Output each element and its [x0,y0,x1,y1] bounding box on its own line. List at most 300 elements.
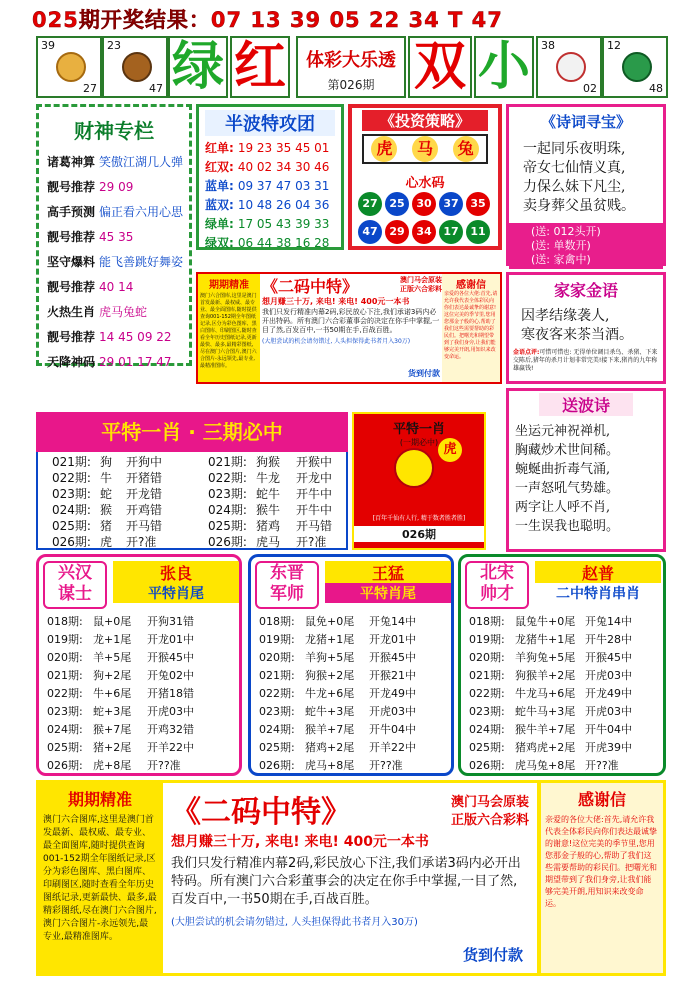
big-note: (大胆尝试的机会请勿错过, 人头担保得此书者月入30万) [171,917,418,928]
history-pick: 鼠兔牛+0尾 [515,615,576,628]
caishen-label: 高手预测 [47,205,96,219]
caishen-row [47,175,189,200]
jiajia-line: 因孝结缘袭人, [521,308,610,324]
banbo-row [205,215,341,234]
caishen-value: 偏正看六用心思 [99,205,184,219]
column-tag-line1: 北宋 [480,563,514,583]
songbo-line: 一生误我也聪明。 [515,519,620,534]
history-issue: 026期: [47,759,83,772]
shici-line: 力保么妹下凡尘, [523,179,626,195]
big-center [163,783,537,973]
column-tag-line1: 兴汉 [58,563,92,583]
history-row [259,757,449,775]
results-header [0,0,700,36]
songbo-line: 蜿蜒曲折毒气涌, [515,462,611,477]
banbo-value: 06 44 38 16 28 [237,236,330,250]
center-title: 平特一肖 [392,422,445,437]
banbo-row [205,158,341,177]
caishen-value: 虎马兔蛇 [99,305,148,319]
caishen-value: 29 09 [99,180,134,194]
big-left-box [39,783,161,973]
small-left-box [198,274,260,382]
history-issue: 022期: [47,687,83,700]
banbo-row [205,196,341,215]
history-issue: 018期: [469,615,505,628]
center-zodiac: 虎 [438,438,462,462]
history-result: 开狗中 [126,455,163,469]
caishen-panel [36,104,192,369]
number-ball: 17 [439,220,463,244]
history-result: 开猴45中 [585,651,632,664]
history-issue: 019期: [469,633,505,646]
caishen-label: 天降神码 [47,355,96,369]
history-result: 开龙49中 [369,687,416,700]
history-pick: 蛇牛+3尾 [305,705,355,718]
jiajia-note-label: 金语点评: [513,349,540,356]
history-issue: 024期: [52,503,91,517]
caishen-row [47,250,189,275]
history-issue: 025期: [259,741,295,754]
history-issue: 019期: [259,633,295,646]
big-left-title: 期期精准 [67,790,132,809]
history-row [469,703,659,721]
snake-icon [622,52,652,82]
caishen-label: 坚守爆料 [47,255,96,269]
history-issue: 024期: [47,723,83,736]
history-row [47,649,237,667]
column-name: 张良 [113,561,239,584]
history-row [469,613,659,631]
column-tag [43,561,107,609]
lottery-name: 体彩大乐透 [306,50,396,71]
pingte-right [208,454,332,550]
history-row [47,721,237,739]
history-pick: 猴牛羊+7尾 [515,723,576,736]
number-ball: 34 [412,220,436,244]
history-issue: 023期: [208,487,247,501]
history-pick: 狗 [100,455,113,469]
big-char-3: 双 [408,36,472,98]
shici-note: (送: 家禽中) [531,253,591,266]
history-pick: 虎马兔+8尾 [515,759,576,772]
column-panel [36,554,242,776]
caishen-value: 笑傲江湖几人弹 [99,155,184,169]
shici-line: 一起同乐夜明珠, [523,141,626,157]
banbo-row [205,139,341,158]
big-thanks-text: 亲爱的各位大佬:首先,请允许我代表全体彩民向你们表达最诚挚的谢意!这位完美的季节里,您用您那金子般的心,帮助了我们这些需要帮助的彩民们。把曙光和期望带到了我们身旁,让我们能够完美开朗,用知识来改变命运。 [545,815,657,908]
history-result: 开猪18错 [147,687,194,700]
column-rows [47,613,237,775]
history-pick: 虎+8尾 [93,759,132,772]
banbo-value: 09 37 47 03 31 [237,179,330,193]
history-result: 开龙01中 [369,633,416,646]
history-pick: 猪+2尾 [93,741,132,754]
card-number: 02 [583,82,597,95]
history-result: 开兔14中 [369,615,416,628]
banbo-label: 绿单: [205,217,234,231]
history-pick: 羊狗+5尾 [305,651,355,664]
history-result: 开猴45中 [147,651,194,664]
history-result: 开?准 [296,535,327,549]
pingte-banner [36,412,348,452]
jiajia-note-box [509,345,663,373]
tiger-icon [56,52,86,82]
history-result: 开鸡错 [126,503,163,517]
column-tag [255,561,319,609]
history-result: 开虎39中 [585,741,632,754]
history-row [47,667,237,685]
history-result: 开??准 [585,759,619,772]
history-pick: 猪鸡+2尾 [305,741,355,754]
small-left-title: 期期精准 [209,280,249,291]
history-row [469,757,659,775]
history-pick: 蛇牛马+3尾 [515,705,576,718]
history-issue: 022期: [208,471,247,485]
card-number: 27 [83,82,97,95]
history-pick: 猴 [100,503,113,517]
history-issue: 023期: [47,705,83,718]
card-number: 48 [649,82,663,95]
number-ball: 35 [466,192,490,216]
history-result: 开猴中 [296,455,333,469]
caishen-row [47,150,189,175]
history-result: 开龙中 [296,471,333,485]
history-pick: 鼠+0尾 [93,615,132,628]
zodiac-card-2 [102,36,168,98]
history-pick: 牛龙+6尾 [305,687,355,700]
history-result: 开?准 [126,535,157,549]
history-issue: 021期: [208,455,247,469]
history-issue: 022期: [469,687,505,700]
number-ball: 47 [358,220,382,244]
number-ball: 11 [466,220,490,244]
history-issue: 020期: [47,651,83,664]
column-rows [259,613,449,775]
banbo-value: 19 23 35 45 01 [237,141,330,155]
history-issue: 022期: [259,687,295,700]
zodiac-chip: 马 [412,136,438,162]
small-slogan: 想月赚三十万, 来电! 来电! 400元一本书 [262,297,410,306]
history-result: 开兔02中 [147,669,194,682]
history-pick: 羊+5尾 [93,651,132,664]
history-row [469,649,659,667]
history-issue: 022期: [52,471,91,485]
column-tag-line1: 东晋 [270,563,304,583]
history-pick: 猪鸡虎+2尾 [515,741,576,754]
history-pick: 羊狗兔+5尾 [515,651,576,664]
history-row [259,613,449,631]
column-name: 王猛 [325,561,451,584]
history-row [259,667,449,685]
shici-title: 《诗词寻宝》 [540,113,631,131]
history-pick: 龙+1尾 [93,633,132,646]
history-result: 开羊22中 [147,741,194,754]
history-row [52,518,162,534]
history-row [208,518,332,534]
big-char-1: 绿 [168,36,228,98]
history-row [208,454,332,470]
caishen-rows [39,144,189,375]
monkey-icon [122,52,152,82]
history-row [259,703,449,721]
lottery-box [296,36,406,98]
zodiac-card-1 [36,36,102,98]
jiajia-panel [506,272,666,384]
caishen-value: 29 01 17 47 [99,355,172,369]
banbo-rows [199,139,341,253]
history-issue: 024期: [208,503,247,517]
shici-note: (送: 单数开) [531,239,591,252]
history-row [469,631,659,649]
history-issue: 021期: [52,455,91,469]
card-number: 38 [541,39,555,52]
card-number: 47 [149,82,163,95]
history-result: 开龙49中 [585,687,632,700]
history-row [52,454,162,470]
small-body: 我们只发行精准内幕2码,彩民放心下注,我们承诺3码内必开出特码。所有澳门六合彩董事会的决定在你手中掌握,一目了然,百发百中,一书50期在手,百战百胜。 [262,308,440,334]
history-pick: 牛+6尾 [93,687,132,700]
history-pick: 猴羊+7尾 [305,723,355,736]
pingte-title: 平特一肖 · 三期必中 [101,420,283,444]
small-thanks-title: 感谢信 [456,280,486,291]
number-ball: 25 [385,192,409,216]
history-result: 开龙错 [126,487,163,501]
songbo-lines [509,418,663,536]
small-thanks-text: 亲爱的各位大佬:首先,请允许我代表全体彩民向你们表达最诚挚的谢意!这位完美的季节里,您用您那金子般的心,帮助了我们这些需要帮助的彩民们。把曙光和期望带到了我们身旁,让我们能够完美开朗,用知识来改变命运。 [444,291,498,360]
jiajia-lines [509,301,663,345]
history-result: 开虎03中 [147,705,194,718]
big-side1: 澳门马会原装 [450,795,529,810]
caishen-title: 财神专栏 [74,119,154,143]
touzi-subtitle: 心水码 [405,176,445,191]
history-result: 开兔14中 [585,615,632,628]
history-pick: 猴牛 [256,503,281,517]
center-caption: [百年千仙有人行, 精于数者胜者胜] [372,515,466,522]
history-row [52,470,162,486]
big-em-title: 《二码中特》 [171,795,351,830]
history-row [208,534,332,550]
history-issue: 026期: [208,535,247,549]
songbo-line: 一声怒吼气势雄。 [515,481,620,496]
history-row [47,685,237,703]
history-issue: 026期: [259,759,295,772]
caishen-row [47,200,189,225]
small-em-title: 《二码中特》 [262,277,359,296]
history-pick: 牛 [100,471,113,485]
card-number: 39 [41,39,55,52]
history-pick: 猪 [100,519,113,533]
big-char-2: 红 [230,36,290,98]
songbo-title: 送波诗 [539,393,633,416]
big-thanks-title: 感谢信 [577,790,626,809]
pingte-table [36,452,348,550]
history-result: 开狗31错 [147,615,194,628]
touzi-zodiacs [362,134,488,164]
small-center [262,274,442,382]
history-row [208,470,332,486]
history-result: 开羊22中 [369,741,416,754]
column-tag [465,561,529,609]
history-result: 开猴45中 [369,651,416,664]
column-panel [458,554,666,776]
banbo-label: 蓝单: [205,179,234,193]
banbo-label: 红单: [205,141,234,155]
history-issue: 025期: [469,741,505,754]
history-pick: 猴+7尾 [93,723,132,736]
history-row [259,685,449,703]
caishen-row [47,275,189,300]
history-row [47,739,237,757]
history-pick: 龙猪牛+1尾 [515,633,576,646]
small-left-text: 澳门六合图库,这里是澳门首发最新、最权威、最专业、最全面图库,随时提供查询001-152期全年图纸记录,区分为彩色图库、黑白图库、印刷图区,随时查看全年历史图纸记录,更新最快、最多,最精彩图纸,尽在澳门六合图片,澳门六合图片-永远领先,最专业,最精准图库。 [200,293,257,369]
history-issue: 025期: [208,519,247,533]
history-result: 开猴21中 [369,669,416,682]
big-pay: 货到付款 [462,946,523,964]
history-result: 开虎03中 [585,705,632,718]
column-rows [469,613,659,775]
history-row [259,739,449,757]
number-ball: 29 [385,220,409,244]
big-body: 我们只发行精准内幕2码,彩民放心下注,我们承诺3码内必开出特码。所有澳门六合彩董事会的决定在你手中掌握,一目了然,百发百中,一书50期在手,百战百胜。 [171,856,521,907]
history-result: 开龙01中 [147,633,194,646]
face-icon [394,448,434,488]
banbo-label: 蓝双: [205,198,234,212]
history-result: 开猪错 [126,471,163,485]
history-issue: 021期: [47,669,83,682]
history-result: 开牛28中 [585,633,632,646]
history-issue: 018期: [47,615,83,628]
history-row [259,649,449,667]
column-type: 平特肖尾 [113,583,239,603]
small-note: (大胆尝试的机会请勿错过, 人头担保得此书者月入30万) [262,338,411,345]
history-result: 开虎03中 [585,669,632,682]
number-ball: 37 [439,192,463,216]
big-side2: 正版六合彩料 [450,813,529,828]
history-pick: 蛇 [100,487,113,501]
caishen-label: 火热生肖 [47,305,96,319]
history-pick: 牛龙 [256,471,281,485]
caishen-label: 靓号推荐 [47,230,96,244]
caishen-label: 靓号推荐 [47,280,96,294]
banbo-value: 10 48 26 04 36 [237,198,330,212]
songbo-line: 胸藏炒术世间稀。 [515,443,620,458]
number-ball: 30 [412,192,436,216]
history-pick: 虎马 [256,535,281,549]
caishen-value: 40 14 [99,280,134,294]
history-row [259,721,449,739]
center-sub: (一期必中) [399,438,439,447]
history-issue: 021期: [259,669,295,682]
history-issue: 023期: [52,487,91,501]
touzi-panel [348,104,502,250]
caishen-row [47,325,189,350]
history-issue: 019期: [47,633,83,646]
zodiac-card-3 [536,36,602,98]
songbo-line: 坐运元神祝禅机, [515,424,611,439]
history-issue: 026期: [469,759,505,772]
history-result: 开马错 [296,519,333,533]
column-name: 赵普 [535,561,661,584]
history-row [52,534,162,550]
history-row [259,631,449,649]
history-pick: 狗猴 [256,455,281,469]
history-result: 开牛04中 [369,723,416,736]
songbo-line: 两字让人呼不肖, [515,500,611,515]
banbo-panel [196,104,344,250]
center-issue: 026期 [354,526,484,542]
history-issue: 023期: [469,705,505,718]
banbo-title: 半波特攻团 [205,110,335,136]
history-result: 开牛04中 [585,723,632,736]
big-thanks [541,783,663,973]
big-slogan: 想月赚三十万, 来电! 来电! 400元一本书 [171,834,429,850]
history-pick: 虎马+8尾 [305,759,355,772]
history-row [208,486,332,502]
history-issue: 026期: [52,535,91,549]
caishen-value: 45 35 [99,230,134,244]
history-issue: 024期: [469,723,505,736]
history-result: 开虎03中 [369,705,416,718]
caishen-label: 靓号推荐 [47,330,96,344]
zodiac-chip: 虎 [371,136,397,162]
history-row [47,631,237,649]
column-type: 平特肖尾 [325,583,451,603]
history-row [52,502,162,518]
big-left-text: 澳门六合图库,这里是澳门首发最新、最权威、最专业、最全面图库,随时提供查询001-152期全年图纸记录,区分为彩色图库、黑白图库、印刷图区,随时查看全年历史图纸记录,更新最快、最多,最精彩图纸,尽在澳门六合图片,澳门六合图片-永远领先,最专业,最精准图库。 [43,815,157,942]
caishen-row [47,225,189,250]
history-row [47,703,237,721]
history-pick: 鼠免+0尾 [305,615,355,628]
card-number: 12 [607,39,621,52]
history-result: 开牛中 [296,503,333,517]
number-ball: 27 [358,192,382,216]
history-result: 开??准 [369,759,403,772]
zodiac-card-4 [602,36,668,98]
history-row [469,721,659,739]
history-row [47,757,237,775]
history-row [469,739,659,757]
jiajia-line: 寒夜客来茶当酒。 [521,327,633,343]
songbo-panel [506,388,666,552]
zodiac-chip: 兔 [453,136,479,162]
card-number: 23 [107,39,121,52]
history-pick: 龙猪+1尾 [305,633,355,646]
results-title: 025期开奖结果：07 13 39 05 22 34 T 47 [32,8,503,32]
column-tag-line2: 帅才 [480,584,514,604]
shici-line: 卖身葬父虽贫贱。 [523,198,635,214]
pingte-left [52,454,162,550]
history-pick: 蛇+3尾 [93,705,132,718]
caishen-label: 靓号推荐 [47,180,96,194]
column-type: 二中特肖串肖 [535,583,661,603]
touzi-title: 《投资策略》 [362,110,488,131]
history-issue: 024期: [259,723,295,736]
shici-note: (送: 012头开) [531,225,601,238]
center-card [352,412,486,550]
banbo-value: 17 05 43 39 33 [237,217,330,231]
lottery-issue: 第026期 [327,78,375,92]
history-pick: 狗猴+2尾 [305,669,355,682]
jiajia-title: 家家金语 [553,281,618,300]
caishen-label: 诸葛神算 [47,155,96,169]
shici-notes [509,223,663,269]
history-issue: 020期: [259,651,295,664]
history-row [469,667,659,685]
shici-lines [509,132,663,216]
history-issue: 021期: [469,669,505,682]
history-result: 开??准 [147,759,181,772]
history-issue: 025期: [47,741,83,754]
